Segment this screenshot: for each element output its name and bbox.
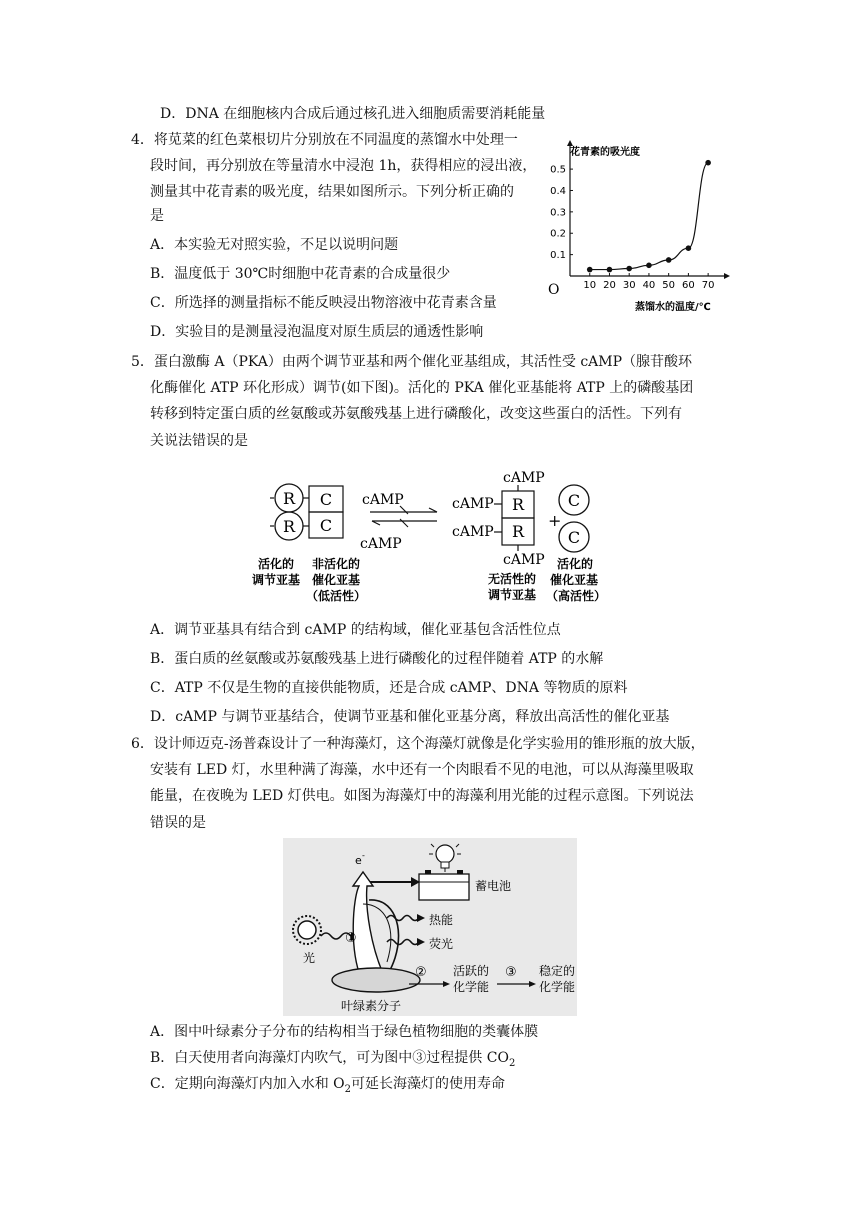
q6-stem-line-3: 能量，在夜晚为 LED 灯供电。如图为海藻灯中的海藻利用光能的过程示意图。下列说法 (150, 788, 694, 804)
camp-right-2: cAMP (452, 524, 494, 540)
q5-option-d: D．cAMP 与调节亚基结合，使调节亚基和催化亚基分离，释放出高活性的催化亚基 (150, 709, 670, 725)
chlorophyll-molecule (332, 968, 420, 992)
fluorescence-label: 荧光 (429, 937, 454, 951)
q4-stem-line-4: 是 (150, 208, 164, 224)
chart-x-tick-label: 30 (622, 280, 636, 291)
battery-icon (419, 870, 469, 900)
q5-option-c: C．ATP 不仅是生物的直接供能物质，还是合成 cAMP、DNA 等物质的原料 (150, 680, 628, 696)
pka-diagram (250, 462, 620, 610)
chart-x-tick-label: 70 (701, 280, 715, 291)
q5-option-a: A．调节亚基具有结合到 cAMP 的结构域，催化亚基包含活性位点 (150, 622, 561, 638)
step-2-label: ② (415, 965, 427, 980)
chart-x-tick-label: 20 (603, 280, 616, 291)
cat-c-1: C (319, 490, 333, 509)
absorbance-chart (540, 140, 740, 318)
chlorophyll-label: 叶绿素分子 (341, 999, 402, 1013)
q6-option-b (150, 1048, 515, 1074)
q5-stem-line-4: 关说法错误的是 (150, 433, 248, 449)
chart-y-tick-label: 0.1 (550, 250, 566, 262)
label-inactive-cat-1: 非活化的 (312, 557, 361, 571)
active-chem-label-2: 化学能 (453, 980, 490, 994)
stable-chem-label-2: 化学能 (539, 980, 576, 994)
q5-option-b: B．蛋白质的丝氨酸或苏氨酸残基上进行磷酸化的过程伴随着 ATP 的水解 (150, 651, 604, 667)
q5-stem-line-1: 5．蛋白激酶 A（PKA）由两个调节亚基和两个催化亚基组成，其活性受 cAMP（腺苷酸环 (131, 354, 693, 370)
electron-label: e (355, 854, 362, 867)
chart-y-tick-label: 0.3 (550, 207, 566, 219)
q6-option-c-tail: 可延长海藻灯的使用寿命 (351, 1076, 506, 1092)
light-label: 光 (303, 951, 316, 965)
stable-chem-label-1: 稳定的 (539, 964, 576, 978)
cat-c-2: C (319, 516, 333, 535)
chart-origin: O (548, 282, 560, 298)
active-chem-label-1: 活跃的 (453, 964, 490, 978)
reg-r-1: R (282, 489, 296, 508)
chart-y-tick-label: 0.4 (550, 185, 566, 197)
q6-option-c-sub: 2 (344, 1083, 352, 1095)
diagram-background (283, 838, 577, 1016)
inactive-reg-r-1: R (511, 495, 525, 514)
active-cat-c-1: C (567, 491, 581, 510)
chart-x-tick-label: 40 (642, 280, 656, 291)
q3-option-d: D．DNA 在细胞核内合成后通过核孔进入细胞质需要消耗能量 (160, 106, 546, 122)
q4-option-a: A．本实验无对照实验，不足以说明问题 (150, 237, 399, 253)
q6-option-a: A．图中叶绿素分子分布的结构相当于绿色植物细胞的类囊体膜 (150, 1024, 539, 1040)
camp-label-top: cAMP (362, 492, 404, 508)
q5-stem-line-2: 化酶催化 ATP 环化形成）调节(如下图)。活化的 PKA 催化亚基能将 ATP 上的磷酸基团 (150, 380, 694, 396)
step-3-label: ③ (505, 965, 517, 980)
chart-ylabel: 花青素的吸光度 (570, 147, 640, 158)
label-inactive-cat-3: （低活性） (306, 589, 367, 603)
active-cat-c-2: C (567, 528, 581, 547)
camp-label-bottom: cAMP (360, 536, 402, 552)
chart-data-point (607, 267, 613, 273)
q4-option-b: B．温度低于 30℃时细胞中花青素的合成量很少 (150, 266, 451, 282)
camp-right-1: cAMP (452, 496, 494, 512)
q6-stem-line-1: 6．设计师迈克-汤普森设计了一种海藻灯，这个海藻灯就像是化学实验用的锥形瓶的放大版， (131, 736, 705, 752)
q6-option-b-sub: 2 (508, 1057, 516, 1069)
q6-stem-line-2: 安装有 LED 灯，水里种满了海藻，水中还有一个肉眼看不见的电池，可以从海藻里吸取 (150, 762, 694, 778)
q4-stem-line-3: 测量其中花青素的吸光度，结果如图所示。下列分析正确的 (150, 184, 514, 200)
electron-sup: - (362, 851, 365, 860)
q4-option-c: C．所选择的测量指标不能反映浸出物溶液中花青素含量 (150, 295, 497, 311)
q5-stem-line-3: 转移到特定蛋白质的丝氨酸或苏氨酸残基上进行磷酸化，改变这些蛋白的活性。下列有 (150, 406, 682, 422)
chart-y-tick-label: 0.5 (550, 164, 566, 176)
label-noactive-reg-1: 无活性的 (488, 572, 537, 586)
chart-data-point (587, 267, 593, 273)
chart-x-tick-label: 60 (682, 280, 695, 291)
chart-data-point (666, 257, 672, 263)
label-active-reg-1: 活化的 (258, 557, 295, 571)
q6-option-c-text: C．定期向海藻灯内加入水和 O (150, 1076, 345, 1092)
label-active-cat-3: （高活性） (546, 589, 607, 603)
chart-x-tick-label: 10 (583, 280, 597, 291)
q4-option-d: D．实验目的是测量浸泡温度对原生质层的通透性影响 (150, 324, 484, 340)
battery-label: 蓄电池 (475, 879, 512, 893)
plus-sign: + (548, 511, 562, 530)
q6-stem-line-4: 错误的是 (150, 815, 206, 831)
label-noactive-reg-2: 调节亚基 (488, 588, 537, 602)
chart-data-point (705, 160, 711, 166)
label-active-reg-2: 调节亚基 (252, 573, 301, 587)
camp-right-bottom: cAMP (503, 552, 545, 568)
chart-data-point (686, 245, 692, 251)
chart-x-tick-label: 50 (662, 280, 676, 291)
label-active-cat-1: 活化的 (557, 557, 594, 571)
chart-xlabel: 蒸馏水的温度/℃ (635, 302, 711, 313)
chart-data-point (646, 263, 652, 269)
inactive-reg-r-2: R (511, 522, 525, 541)
chart-data-point (626, 266, 632, 272)
label-inactive-cat-2: 催化亚基 (312, 573, 361, 587)
chart-series-line (590, 163, 708, 270)
chart-y-tick-label: 0.2 (550, 228, 566, 240)
q4-stem-line-1: 4．将苋菜的红色菜根切片分别放在不同温度的蒸馏水中处理一 (131, 132, 518, 148)
camp-right-top: cAMP (503, 470, 545, 486)
q4-stem-line-2: 段时间，再分别放在等量清水中浸泡 1h，获得相应的浸出液， (150, 158, 537, 174)
step-1-label: ① (345, 931, 357, 946)
q6-option-b-text: B．白天使用者向海藻灯内吹气，可为图中③过程提供 CO (150, 1050, 509, 1066)
algae-lamp-diagram (283, 838, 577, 1016)
heat-label: 热能 (429, 913, 454, 927)
q6-option-c (150, 1074, 505, 1100)
reg-r-2: R (282, 517, 296, 536)
label-active-cat-2: 催化亚基 (550, 573, 599, 587)
